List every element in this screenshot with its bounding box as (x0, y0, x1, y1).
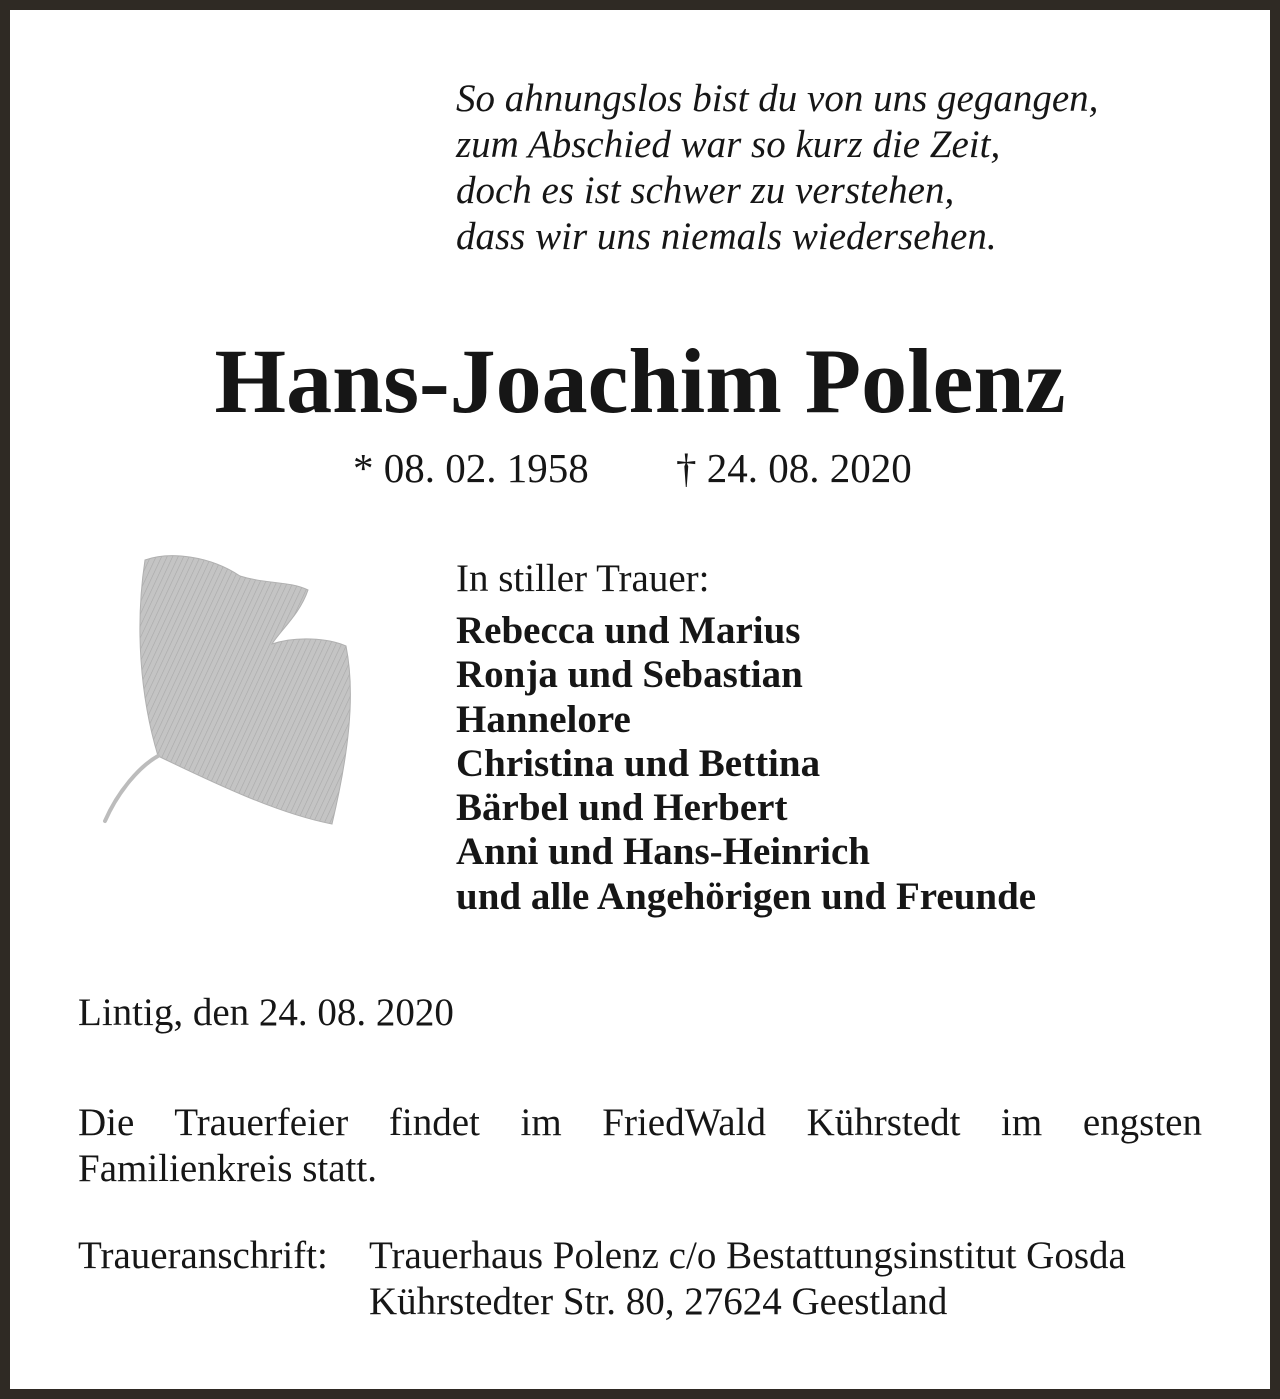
poem-line: So ahnungslos bist du von uns gegangen, (456, 77, 1099, 120)
birth-date: * 08. 02. 1958 (353, 445, 589, 491)
poem-line: dass wir uns niemals wiedersehen. (456, 215, 997, 258)
ceremony-info: Die Trauerfeier findet im FriedWald Kührstedt im engsten Familienkreis statt. (78, 1101, 1202, 1190)
mourning-intro: In stiller Trauer: (456, 557, 710, 600)
place-date: Lintig, den 24. 08. 2020 (78, 991, 454, 1034)
mourner-name: Bärbel und Herbert (456, 786, 788, 830)
mourner-name: Hannelore (456, 697, 631, 741)
address-line: Kührstedter Str. 80, 27624 Geestland (369, 1280, 948, 1323)
mourner-name: Ronja und Sebastian (456, 653, 803, 697)
poem (456, 76, 1098, 260)
mourner-name: und alle Angehörigen und Freunde (456, 874, 1037, 918)
poem-line: zum Abschied war so kurz die Zeit, (456, 123, 1001, 166)
ginkgo-leaf-icon (100, 546, 360, 826)
mourner-name: Rebecca und Marius (456, 609, 801, 652)
address-label: Traueranschrift: (78, 1234, 328, 1277)
poem-line: doch es ist schwer zu verstehen, (456, 169, 955, 212)
deceased-name: Hans-Joachim Polenz (214, 330, 1066, 432)
address-line: Trauerhaus Polenz c/o Bestattungsinstitut Gosda (369, 1234, 1126, 1277)
mourner-list (456, 609, 1036, 919)
mourner-name: Christina und Bettina (456, 741, 821, 785)
death-date: † 24. 08. 2020 (676, 445, 912, 491)
mourner-name: Anni und Hans-Heinrich (456, 830, 870, 874)
